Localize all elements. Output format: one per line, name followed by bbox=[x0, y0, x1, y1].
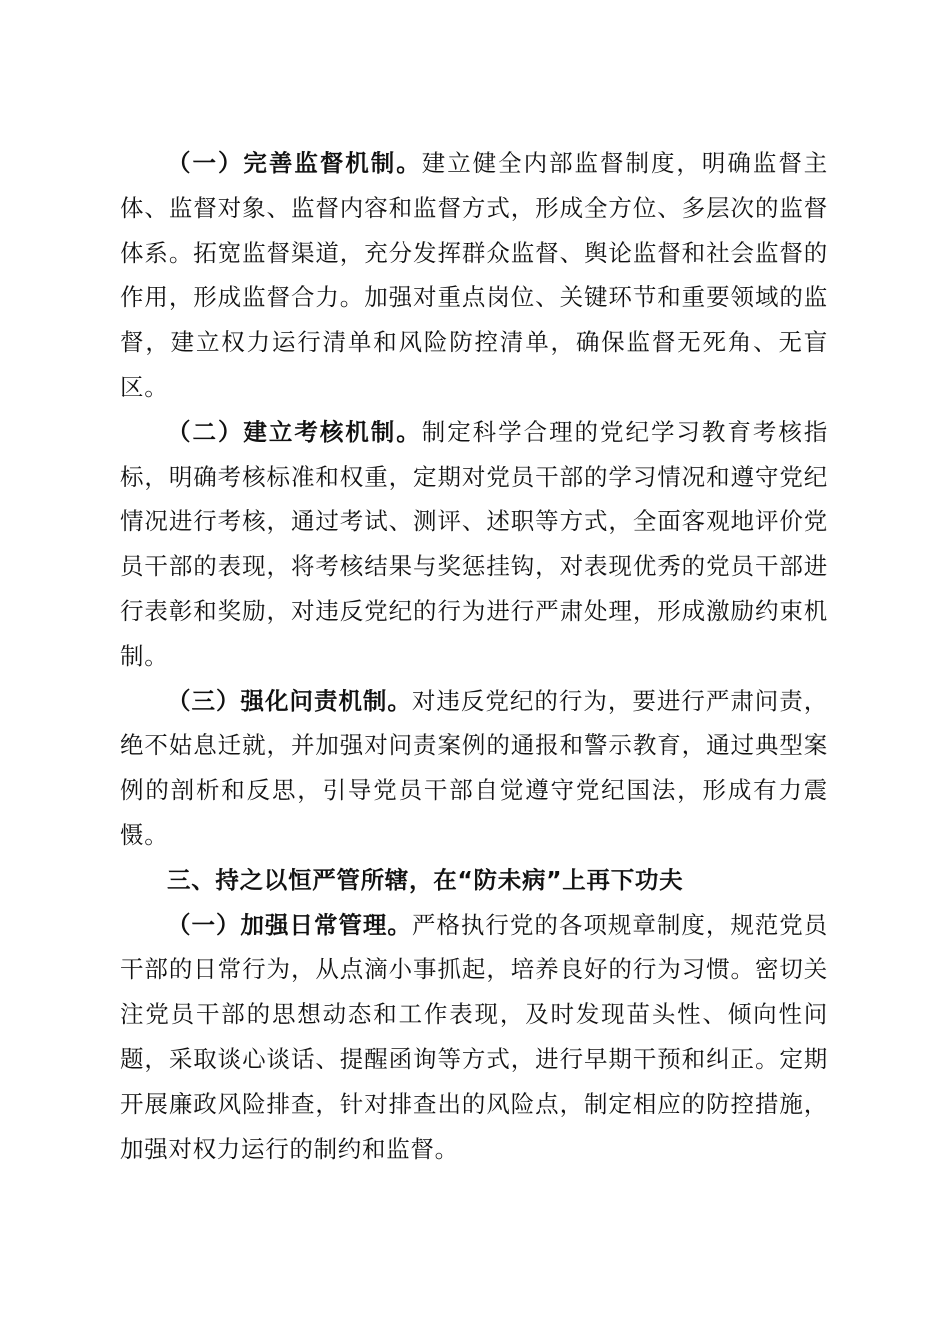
paragraph-assessment-mechanism bbox=[120, 410, 828, 679]
paragraph-text: 制定科学合理的党纪学习教育考核指标，明确考核标准和权重，定期对党员干部的学习情况和遵守党纪情况进行考核，通过考试、测评、述职等方式，全面客观地评价党员干部的表现，将考核结果与奖惩挂钩，对表现优秀的党员干部进行表彰和奖励，对违反党纪的行为进行严肃处理，形成激励约束机制。 bbox=[120, 417, 828, 670]
paragraph-lead: （二）建立考核机制。 bbox=[167, 417, 422, 446]
paragraph-daily-management bbox=[120, 903, 828, 1172]
document-body bbox=[120, 141, 828, 1171]
paragraph-text: 严格执行党的各项规章制度，规范党员干部的日常行为，从点滴小事抓起，培养良好的行为习惯。密切关注党员干部的思想动态和工作表现，及时发现苗头性、倾向性问题，采取谈心谈话、提醒函询等方式，进行早期干预和纠正。定期开展廉政风险排查，针对排查出的风险点，制定相应的防控措施，加强对权力运行的制约和监督。 bbox=[120, 910, 828, 1163]
paragraph-text: 建立健全内部监督制度，明确监督主体、监督对象、监督内容和监督方式，形成全方位、多层次的监督体系。拓宽监督渠道，充分发挥群众监督、舆论监督和社会监督的作用，形成监督合力。加强对重点岗位、关键环节和重要领域的监督，建立权力运行清单和风险防控清单，确保监督无死角、无盲区。 bbox=[120, 149, 828, 401]
paragraph-accountability-mechanism bbox=[120, 679, 828, 858]
section-heading: 三、持之以恒严管所辖，在“防未病”上再下功夫 bbox=[167, 865, 684, 894]
paragraph-lead: （三）强化问责机制。 bbox=[167, 686, 412, 715]
paragraph-lead: （一）加强日常管理。 bbox=[167, 910, 412, 939]
paragraph-supervision-mechanism bbox=[120, 141, 828, 410]
paragraph-lead: （一）完善监督机制。 bbox=[167, 149, 422, 177]
paragraph-text: 对违反党纪的行为，要进行严肃问责，绝不姑息迁就，并加强对问责案例的通报和警示教育，通过典型案例的剖析和反思，引导党员干部自觉遵守党纪国法，形成有力震慑。 bbox=[120, 686, 828, 849]
